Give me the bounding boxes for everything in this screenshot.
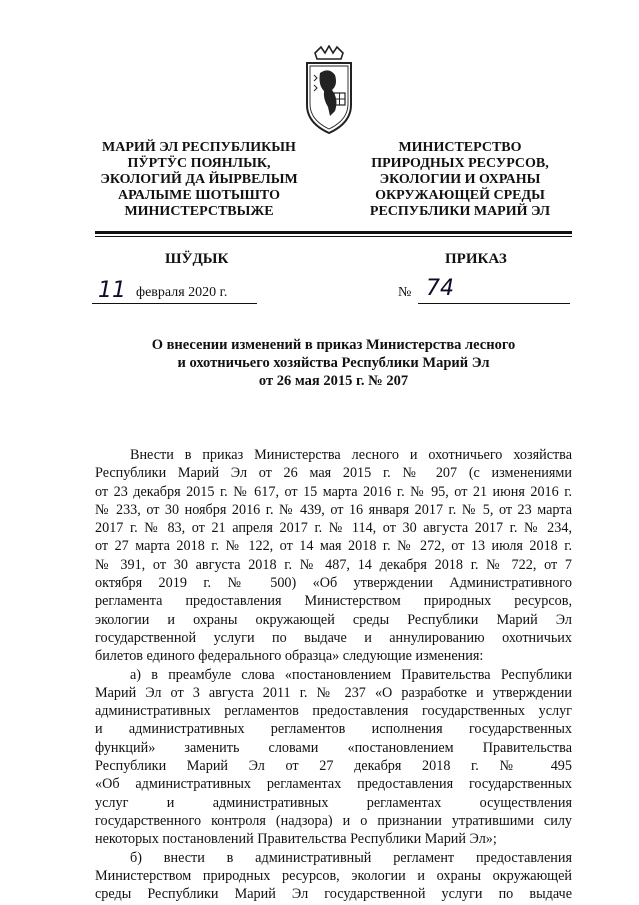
body-line: среды Республики Марий Эл государственной услуги по выдаче [95, 886, 572, 903]
header-right-ministry-name [335, 140, 585, 220]
header-right-line: РЕСПУБЛИКИ МАРИЙ ЭЛ [369, 204, 551, 219]
body-line: услуг и административных регламентах осуществления [95, 794, 572, 811]
date-field [92, 278, 257, 304]
body-line: регламента предоставления Министерством природных ресурсов, [95, 593, 572, 610]
body-line: Республики Марий Эл от 26 мая 2015 г. № 207 (с изменениями [95, 465, 572, 482]
header-left-line: МАРИЙ ЭЛ РЕСПУБЛИКЫН [102, 140, 296, 155]
order-body-text [95, 446, 572, 903]
header-right-line: ПРИРОДНЫХ РЕСУРСОВ, [371, 156, 549, 171]
body-line: от 23 декабря 2015 г. № 617, от 15 марта 2016 г. № 95, от 21 июня 2016 г. [95, 483, 572, 500]
body-line: а) в преамбуле слова «постановлением Правительства Республики [130, 666, 572, 683]
header-right-line: МИНИСТЕРСТВО [398, 140, 522, 155]
header-divider-thick [95, 231, 572, 234]
body-line: № 391, от 30 августа 2018 г. № 487, 14 декабря 2018 г. № 722, от 7 [95, 556, 572, 573]
header-left-line: МИНИСТЕРСТВЫЖЕ [124, 204, 274, 219]
body-line: функций» заменить словами «постановлением Правительства [95, 739, 572, 756]
body-line: и административных регламентов исполнения государственных [95, 721, 572, 738]
number-handwritten: 74 [426, 276, 454, 301]
number-field [418, 276, 570, 304]
body-line: государственного контроля (надзора) и о признании утратившими силу [95, 812, 572, 829]
body-line: государственной услуги по выдаче и аннулированию охотничьих [95, 629, 572, 646]
body-line: № 233, от 30 ноября 2016 г. № 439, от 16 января 2017 г. № 5, от 23 марта [95, 501, 572, 518]
body-line: экологии и охраны окружающей среды Республики Марий Эл [95, 611, 572, 628]
body-line: билетов единого федерального образца» следующие изменения: [95, 648, 484, 665]
header-left-line: ЭКОЛОГИЙ ДА ЙЫРВЕЛЫМ [100, 172, 298, 187]
header-left-line: АРАЛЫМЕ ШОТЫШТО [118, 188, 280, 203]
doc-type-russian: ПРИКАЗ [445, 251, 507, 267]
title-line: О внесении изменений в приказ Министерства лесного [151, 337, 516, 353]
body-line: Внести в приказ Министерства лесного и охотничьего хозяйства [130, 447, 572, 463]
body-line: Республики Марий Эл от 27 декабря 2018 г. № 495 [95, 758, 572, 775]
header-divider-thin [95, 236, 572, 237]
body-line: октября 2019 г. № 500) «Об утверждении Административного [95, 575, 572, 592]
title-line: и охотничьего хозяйства Республики Марий Эл [177, 355, 490, 371]
header-right-line: ОКРУЖАЮЩЕЙ СРЕДЫ [375, 188, 545, 203]
header-right-line: ЭКОЛОГИИ И ОХРАНЫ [379, 172, 541, 187]
body-line: б) внести в административный регламент предоставления [130, 849, 572, 866]
title-line: от 26 мая 2015 г. № 207 [258, 373, 409, 389]
body-line: 2017 г. № 83, от 21 апреля 2017 г. № 114, от 30 августа 2017 г. № 234, [95, 520, 572, 537]
body-line: «Об административных регламентах предоставления государственных [95, 776, 572, 793]
body-line: некоторых постановлений Правительства Республики Марий Эл»; [95, 831, 497, 848]
doc-type-mari: ШӰДЫК [165, 251, 229, 267]
date-day-handwritten: 11 [98, 278, 126, 303]
body-line: Министерством природных ресурсов, экологии и охраны окружающей [95, 867, 572, 884]
order-title [95, 336, 572, 390]
header-left-ministry-name [74, 140, 324, 220]
body-line: административных регламентов предоставления государственных услуг [95, 703, 572, 720]
coat-of-arms-icon [299, 45, 359, 135]
number-label: № [398, 285, 412, 300]
body-line: от 27 марта 2018 г. № 122, от 14 мая 2018 г. № 272, от 13 июля 2018 г. [95, 538, 572, 555]
header-left-line: ПӰРТӰС ПОЯНЛЫК, [127, 156, 271, 171]
date-month-year: февраля 2020 г. [136, 285, 228, 300]
body-line: Марий Эл от 3 августа 2011 г. № 237 «О разработке и утверждении [95, 684, 572, 701]
